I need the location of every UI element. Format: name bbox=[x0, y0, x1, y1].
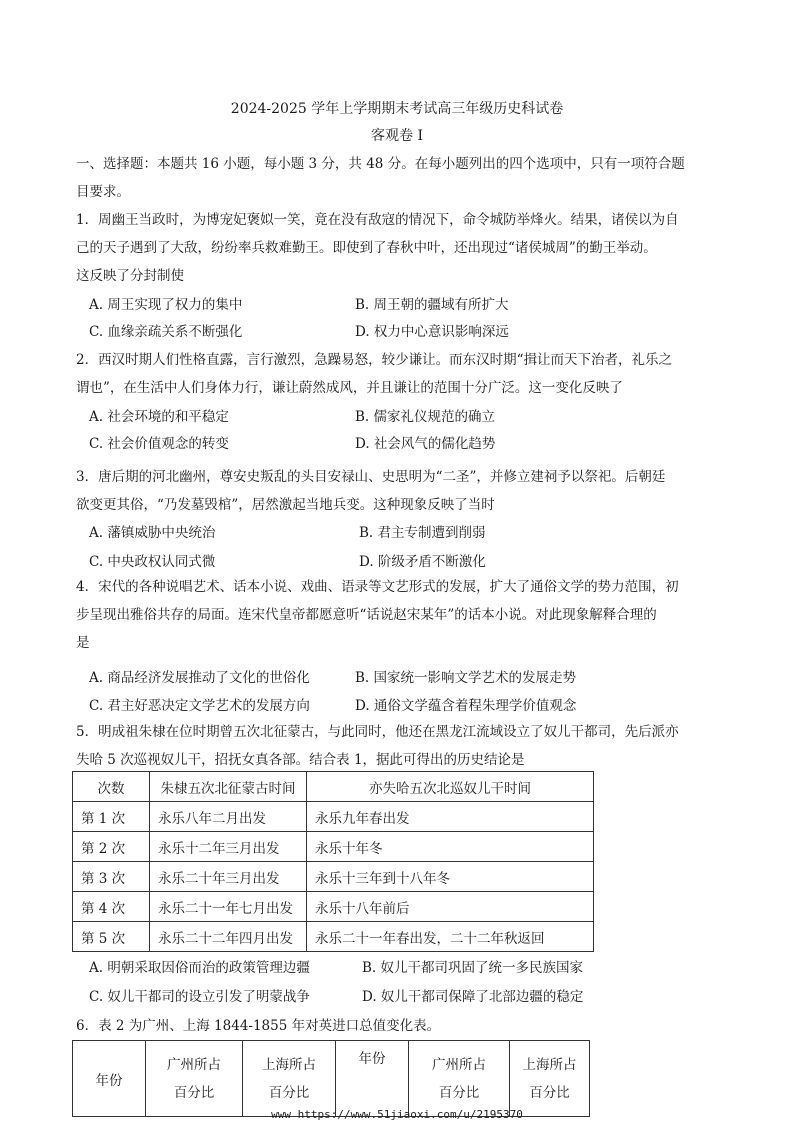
shanghai-header-top: 上海所占 bbox=[262, 1056, 316, 1073]
table-header-cell: 次数 bbox=[73, 772, 150, 802]
table-cell: 永乐八年二月出发 bbox=[150, 802, 307, 832]
table-header-cell: 朱棣五次北征蒙古时间 bbox=[150, 772, 307, 802]
q1-line1: 1．周幽王当政时，为博宠妃褒姒一笑，竟在没有敌寇的情况下，命令城防举烽火。结果，诸侯以为自 bbox=[76, 212, 679, 228]
q5-line2: 失哈 5 次巡视奴儿干，招抚女真各部。结合表 1，据此可得出的历史结论是 bbox=[76, 752, 525, 768]
q1-line3: 这反映了分封制使 bbox=[76, 268, 184, 284]
q4-option-b: B. 国家统一影响文学艺术的发展走势 bbox=[355, 670, 577, 686]
q2-line2: 谓也”，在生活中人们身体力行，谦让蔚然成风，并且谦让的范围十分广泛。这一变化反映了 bbox=[76, 380, 623, 396]
table-cell: 第 1 次 bbox=[73, 802, 150, 832]
table-cell: 永乐九年春出发 bbox=[307, 802, 594, 832]
shanghai-header-2-bottom: 百分比 bbox=[529, 1084, 570, 1101]
q2-option-d: D. 社会风气的儒化趋势 bbox=[355, 436, 496, 452]
table-row bbox=[73, 802, 594, 832]
q4-option-a: A. 商品经济发展推动了文化的世俗化 bbox=[89, 670, 310, 686]
shanghai-header-bottom: 百分比 bbox=[268, 1084, 310, 1101]
table-cell: 永乐二十一年春出发，二十二年秋返回 bbox=[307, 922, 594, 952]
q2-option-a: A. 社会环境的和平稳定 bbox=[89, 409, 229, 425]
shanghai-header bbox=[243, 1041, 336, 1117]
year-header: 年份 bbox=[73, 1041, 146, 1117]
table-row bbox=[73, 862, 594, 892]
exam-title: 2024-2025 学年上学期期末考试高三年级历史科试卷 bbox=[230, 101, 564, 117]
q5-option-d: D. 奴儿干都司保障了北部边疆的稳定 bbox=[362, 989, 584, 1005]
guangzhou-header-bottom: 百分比 bbox=[173, 1084, 215, 1101]
section-instruction-line2: 目要求。 bbox=[76, 184, 130, 200]
table-cell: 永乐二十一年七月出发 bbox=[150, 892, 307, 922]
q1-option-c: C. 血缘亲疏关系不断强化 bbox=[89, 324, 243, 340]
table-row bbox=[73, 892, 594, 922]
q4-line2: 步呈现出雅俗共存的局面。连宋代皇帝都愿意听“话说赵宋某年”的话本小说。对此现象解释合理的 bbox=[76, 607, 657, 623]
table-cell: 永乐二十二年四月出发 bbox=[150, 922, 307, 952]
year-header-2: 年份 bbox=[336, 1041, 409, 1117]
table-cell: 第 4 次 bbox=[73, 892, 150, 922]
q6-table bbox=[72, 1040, 590, 1117]
q4-option-c: C. 君主好恶决定文学艺术的发展方向 bbox=[89, 698, 310, 714]
q3-line2: 欲变更其俗，“乃发墓毁棺”，居然激起当地兵变。这种现象反映了当时 bbox=[76, 497, 495, 513]
q5-table bbox=[72, 771, 594, 952]
q1-line2: 己的天子遇到了大敌，纷纷率兵救难勤王。即使到了春秋中叶，还出现过“诸侯城周”的勤王举动。 bbox=[76, 240, 657, 256]
exam-subtitle: 客观卷 I bbox=[371, 128, 423, 144]
q3-option-d: D. 阶级矛盾不断激化 bbox=[359, 554, 486, 570]
q5-line1: 5．明成祖朱棣在位时期曾五次北征蒙古，与此同时，他还在黑龙江流域设立了奴儿干都司，先后派亦 bbox=[76, 724, 679, 740]
q1-option-d: D. 权力中心意识影响深远 bbox=[355, 324, 509, 340]
table-header-cell: 亦失哈五次北巡奴儿干时间 bbox=[307, 772, 594, 802]
q4-line1: 4．宋代的各种说唱艺术、话本小说、戏曲、语录等文艺形式的发展，扩大了通俗文学的势力范围，初 bbox=[76, 579, 679, 595]
guangzhou-header bbox=[146, 1041, 243, 1117]
q1-option-b: B. 周王朝的疆域有所扩大 bbox=[355, 297, 509, 313]
table-cell: 永乐二十年三月出发 bbox=[150, 862, 307, 892]
table-row bbox=[73, 922, 594, 952]
q3-option-c: C. 中央政权认同式微 bbox=[89, 554, 216, 570]
table-header-row bbox=[73, 1041, 590, 1117]
guangzhou-header-top: 广州所占 bbox=[167, 1056, 221, 1073]
q2-line1: 2．西汉时期人们性格直露，言行激烈，急躁易怒，较少谦让。而东汉时期“揖让而天下治者，礼乐之 bbox=[76, 352, 672, 368]
table-header-row bbox=[73, 772, 594, 802]
q6-line: 6．表 2 为广州、上海 1844-1855 年对英进口总值变化表。 bbox=[76, 1018, 441, 1034]
table-cell: 永乐十二年三月出发 bbox=[150, 832, 307, 862]
section-instruction-line1: 一、选择题：本题共 16 小题，每小题 3 分，共 48 分。在每小题列出的四个选项中，只有一项符合题 bbox=[76, 156, 685, 172]
q5-option-c: C. 奴儿干都司的设立引发了明蒙战争 bbox=[89, 989, 310, 1005]
table-cell: 第 3 次 bbox=[73, 862, 150, 892]
shanghai-header-2-top: 上海所占 bbox=[522, 1056, 577, 1073]
table-cell: 第 5 次 bbox=[73, 922, 150, 952]
q1-option-a: A. 周王实现了权力的集中 bbox=[89, 297, 243, 313]
shanghai-header-2 bbox=[510, 1041, 590, 1117]
q3-line1: 3．唐后期的河北幽州，尊安史叛乱的头目安禄山、史思明为“二圣”，并修立建祠予以祭祀。后朝廷 bbox=[76, 469, 666, 485]
q2-option-b: B. 儒家礼仪规范的确立 bbox=[355, 409, 496, 425]
table-cell: 第 2 次 bbox=[73, 832, 150, 862]
table-cell: 永乐十三年到十八年冬 bbox=[307, 862, 594, 892]
q5-option-b: B. 奴儿干都司巩固了统一多民族国家 bbox=[362, 960, 584, 976]
guangzhou-header-2-bottom: 百分比 bbox=[438, 1084, 480, 1101]
q2-option-c: C. 社会价值观念的转变 bbox=[89, 436, 229, 452]
guangzhou-header-2-top: 广州所占 bbox=[432, 1056, 486, 1073]
q3-option-a: A. 藩镇威胁中央统治 bbox=[89, 525, 216, 541]
q4-line3: 是 bbox=[76, 635, 90, 651]
q5-option-a: A. 明朝采取因俗而治的政策管理边疆 bbox=[89, 960, 310, 976]
table-row bbox=[73, 832, 594, 862]
guangzhou-header-2 bbox=[409, 1041, 510, 1117]
q3-option-b: B. 君主专制遭到削弱 bbox=[359, 525, 486, 541]
table-cell: 永乐十年冬 bbox=[307, 832, 594, 862]
q4-option-d: D. 通俗文学蕴含着程朱理学价值观念 bbox=[355, 698, 577, 714]
footer-url: www https://www.51jiaoxi.com/u/2195370 bbox=[271, 1108, 523, 1121]
table-cell: 永乐十八年前后 bbox=[307, 892, 594, 922]
